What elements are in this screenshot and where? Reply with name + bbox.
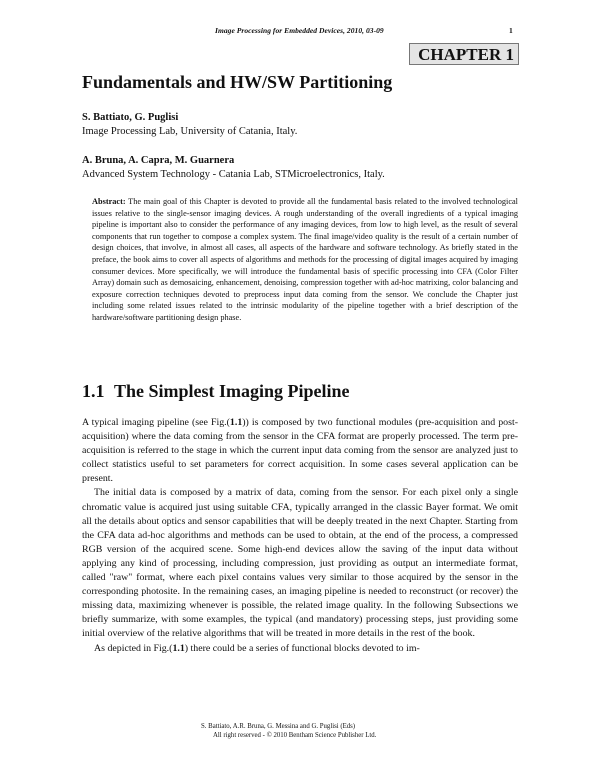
figure-reference: 1.1 bbox=[172, 642, 185, 654]
abstract bbox=[92, 196, 518, 324]
author-names-1: S. Battiato, G. Puglisi bbox=[82, 112, 179, 123]
figure-reference: 1.1 bbox=[229, 417, 243, 428]
chapter-label: CHAPTER 1 bbox=[418, 45, 514, 64]
author-names-2: A. Bruna, A. Capra, M. Guarnera bbox=[82, 155, 235, 166]
section-title: The Simplest Imaging Pipeline bbox=[114, 381, 350, 401]
page-number: 1 bbox=[509, 26, 513, 35]
paragraph: The initial data is composed by a matrix of data, coming from the sensor. For each pixel only a single chromatic value is acquired just using suitable CFA, typically arranged in the classic Bayer format. We omit all the details about optics and sensor capabilities that will be deeply treated in the next Chapter. Starting from the CFA data ad-hoc algorithms and methods can be used to obtain, at the end of the process, a compressed RGB version of the acquired scene. Some high-end devices allow the saving of the input data without applying any kind of processing, including compression, just providing as output an intermediate format, called "raw" format, where each pixel contains values very similar to those acquired by the sensor in the corresponding photosite. In the remaining cases, an imaging pipeline is needed to reconstruct (or recover) the missing data, maximizing whenever is possible, the related image quality. In the following Subsections we briefly summarize, with some examples, the typical (and mandatory) processing steps, just providing some initial overview of the relative algorithms that will be treated in more details in the rest of the book. bbox=[82, 487, 518, 640]
chapter-label-box bbox=[409, 43, 519, 65]
footer-copyright: All right reserved - © 2010 Bentham Science Publisher Ltd. bbox=[213, 732, 377, 739]
section-number: 1.1 bbox=[82, 381, 105, 401]
abstract-text: The main goal of this Chapter is devoted to provide all the fundamental basis related to the involved technological issues relative to the single-sensor imaging devices. A rough understanding of the overall ingredients of a typical imaging pipeline is important also to consider the performance of any imaging devices, from low to high level, as the result of several components that run together to compose a complex system. The final image/video quality is the result of a certain number of design choices, that involve, in almost all cases, all aspects of the hardware and software technology. As briefly stated in the preface, the book aims to cover all aspects of algorithms and methods for the processing of digital images acquired by imaging consumer devices. More specifically, we will introduce the fundamental basis of specific processing into CFA (Color Filter Array) domain such as demosaicing, enhancement, denoising, compression together with ad-hoc matrixing, color balancing and exposure correction techniques devoted to preprocess input data coming from the sensor. We conclude the Chapter just including some related issues related to the intrinsic modularity of the pipeline together with a brief description of the hardware/software partitioning design phase. bbox=[92, 197, 518, 322]
paragraph bbox=[82, 642, 518, 656]
paragraph bbox=[82, 416, 518, 486]
paragraph-text: As depicted in Fig.( bbox=[94, 642, 173, 654]
author-affiliation-1: Image Processing Lab, University of Catania, Italy. bbox=[82, 126, 298, 137]
paragraph-text: ) there could be a series of functional blocks devoted to im- bbox=[184, 642, 420, 654]
running-header bbox=[0, 26, 600, 40]
running-title: Image Processing for Embedded Devices, 2010, 03-09 bbox=[215, 26, 384, 35]
author-affiliation-2: Advanced System Technology - Catania Lab, STMicroelectronics, Italy. bbox=[82, 169, 385, 180]
body-text bbox=[82, 416, 518, 656]
paragraph-text: )) is composed by two functional modules (pre-acquisition and post-acquisition) where the data coming from the sensor in the CFA format are properly processed. The term pre-acquisition is referred to the stage in which the current input data coming from the sensor are analyzed just to collect statistics useful to set parameters for correct acquisition. In some cases several application can be present. bbox=[82, 417, 518, 485]
abstract-label: Abstract: bbox=[92, 197, 126, 206]
chapter-title: Fundamentals and HW/SW Partitioning bbox=[82, 72, 393, 92]
section-heading bbox=[82, 381, 350, 402]
footer-editors: S. Battiato, A.R. Bruna, G. Messina and G. Puglisi (Eds) bbox=[201, 723, 356, 730]
paragraph-text: A typical imaging pipeline (see Fig.( bbox=[82, 417, 230, 428]
